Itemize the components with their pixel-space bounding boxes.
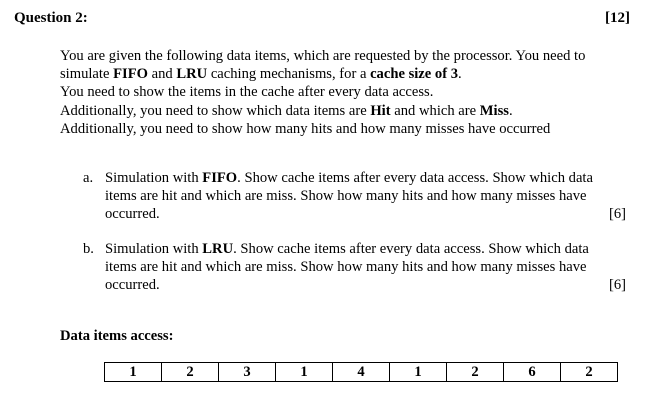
data-access-cell: 1 [276,363,333,382]
data-access-cell: 6 [504,363,561,382]
intro-line-2: simulate FIFO and LRU caching mechanisms, for a cache size of 3. [60,66,462,83]
data-access-cell: 1 [105,363,162,382]
intro-line-1: You are given the following data items, which are requested by the processor. You need to [60,48,586,64]
question-title: Question 2: [14,10,88,26]
intro-line-5: Additionally, you need to show how many hits and how many misses have occurred [60,120,551,137]
task-fifo [60,169,632,229]
question-marks: [12] [605,10,630,26]
task-lru [60,240,632,300]
task-marks: [6] [608,206,626,222]
task-text: Simulation with FIFO. Show cache items after every data access. Show which data items are hit and which are miss. Show how many hits and how many misses have occurred. [105,170,593,222]
intro-line-4: Additionally, you need to show which data items are Hit and which are Miss. [60,102,513,119]
task-marks: [6] [608,277,626,293]
intro-line-3: You need to show the items in the cache after every data access. [60,84,434,101]
data-access-cell: 2 [561,363,618,382]
data-access-cell: 3 [219,363,276,382]
task-letter: b. [83,241,94,257]
data-access-cell: 2 [162,363,219,382]
question-intro [60,47,585,138]
data-access-cell: 2 [447,363,504,382]
data-access-cell: 4 [333,363,390,382]
task-text: Simulation with LRU. Show cache items after every data access. Show which data items are hit and which are miss. Show how many hits and how many misses have occurred. [105,241,589,293]
task-letter: a. [83,170,94,186]
data-access-cell: 1 [390,363,447,382]
data-access-label: Data items access: [60,328,174,344]
data-access-table [104,362,618,382]
